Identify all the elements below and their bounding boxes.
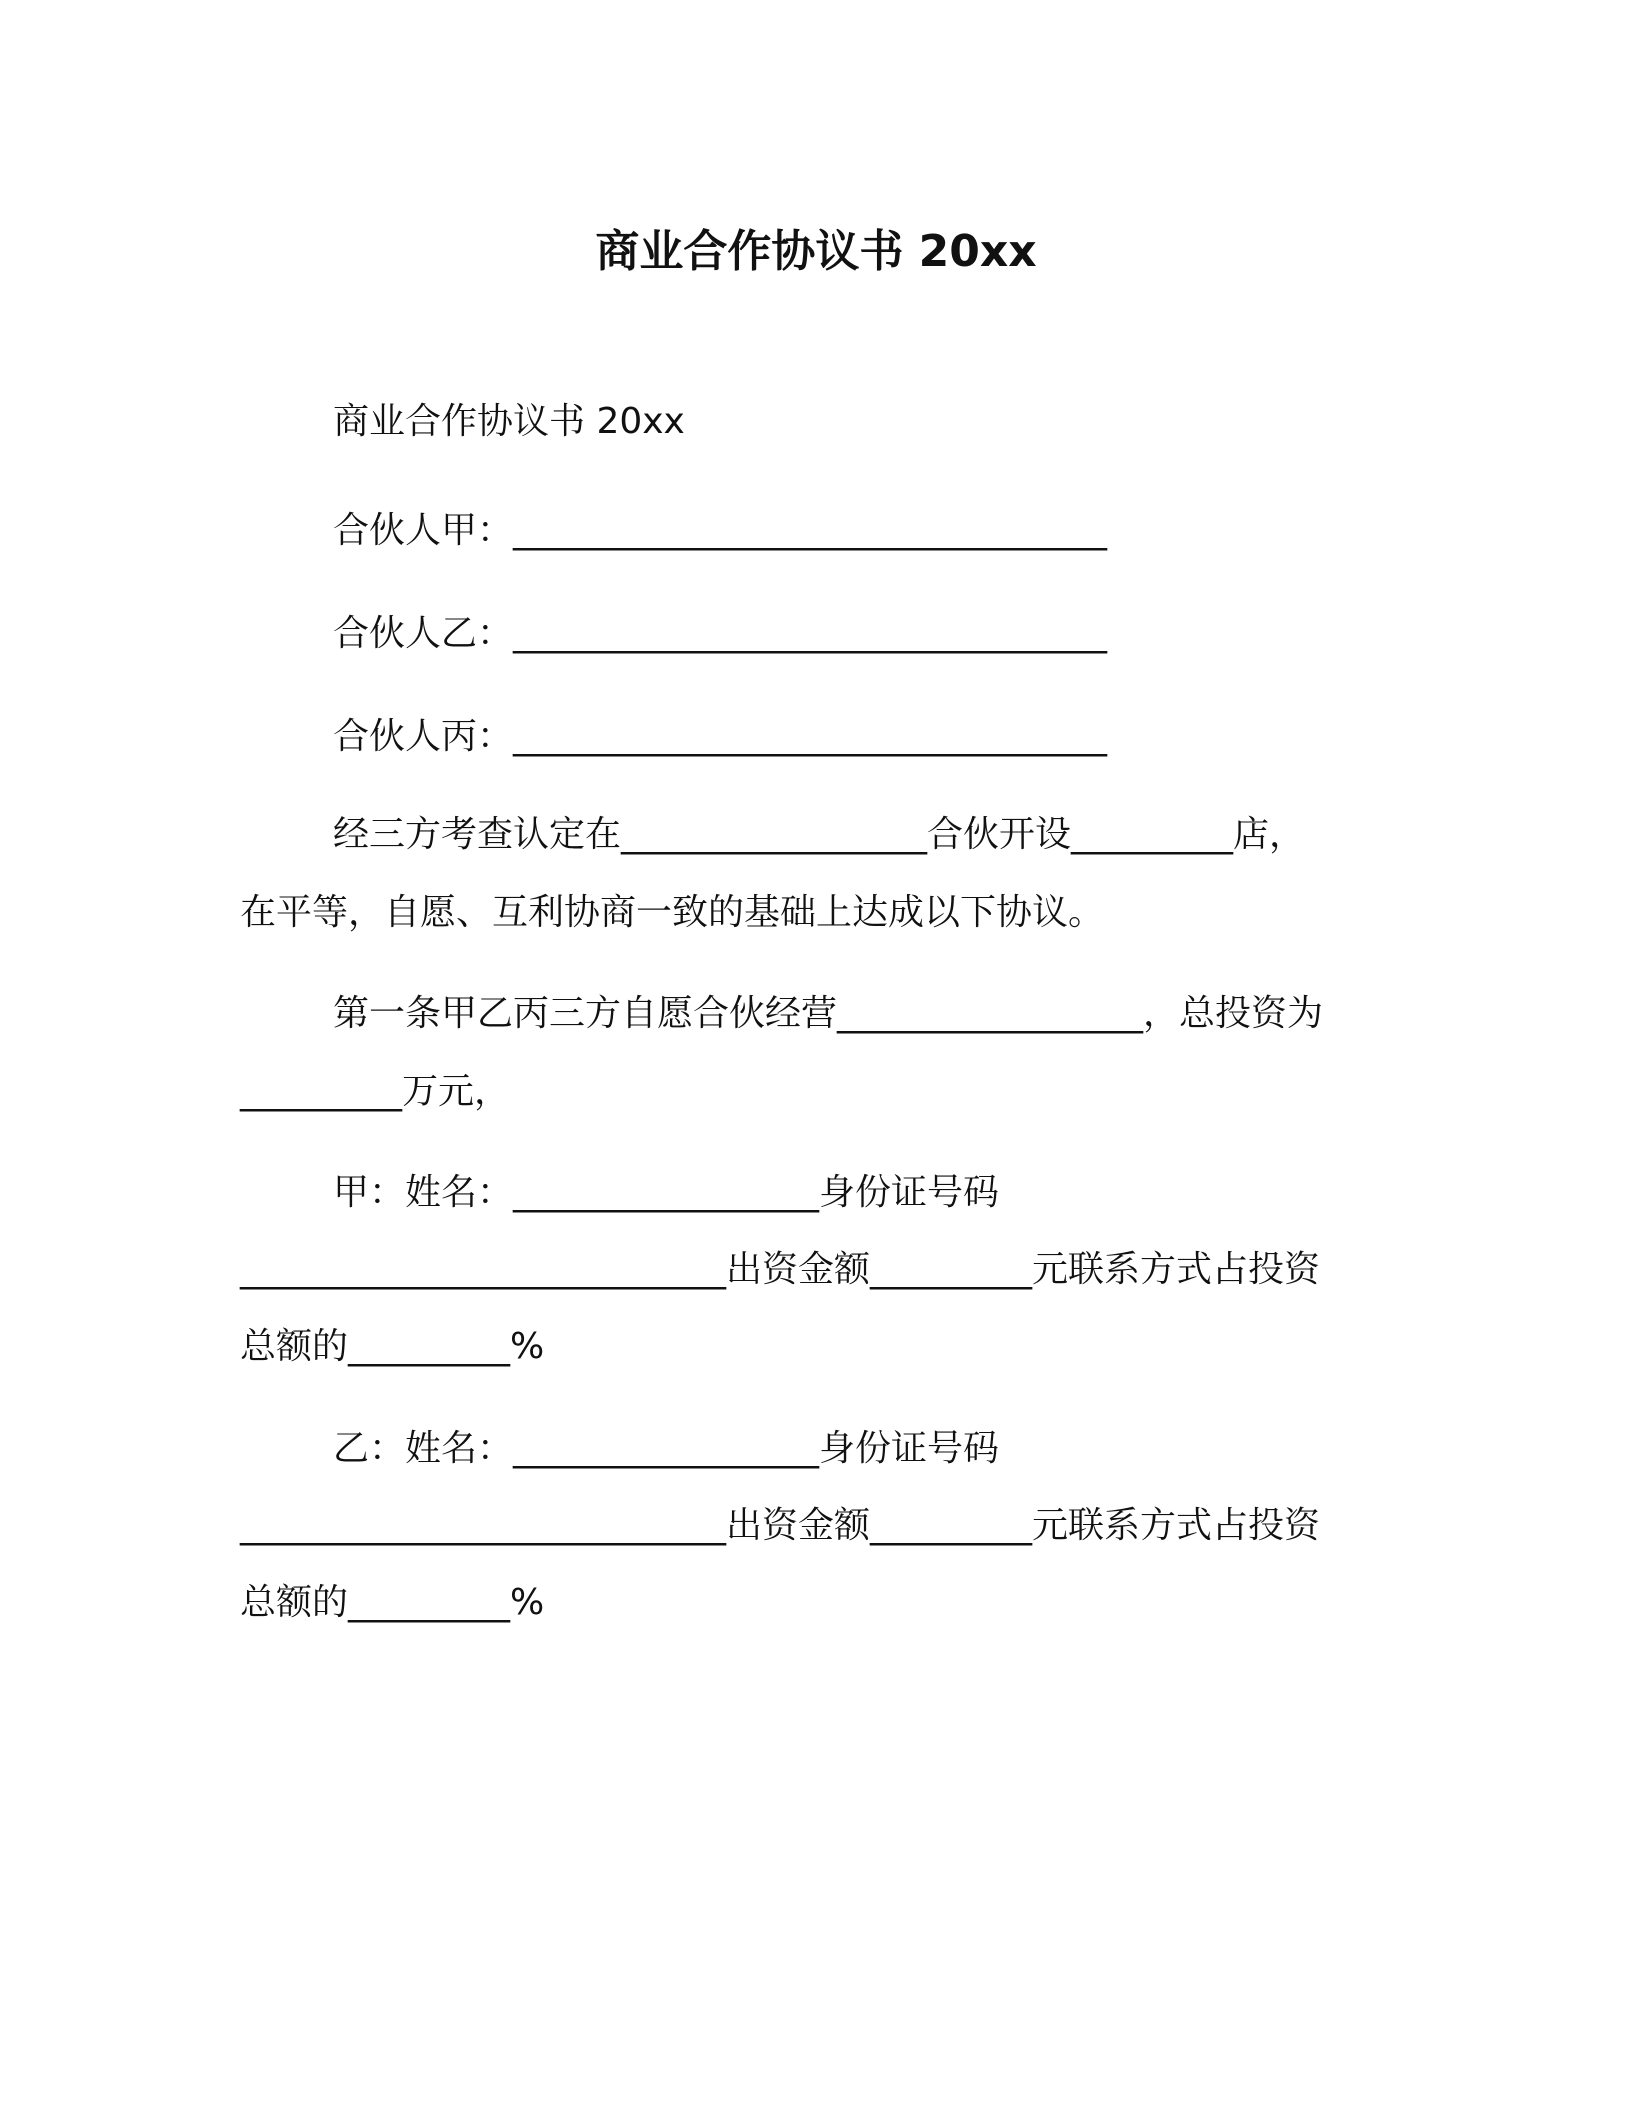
partner-b-line: 合伙人乙：_________________________________ xyxy=(333,613,1108,654)
partner-c-line: 合伙人丙：_________________________________ xyxy=(333,716,1108,757)
yi-share-line: 总额的_________% xyxy=(240,1582,545,1623)
jia-share-line: 总额的_________% xyxy=(240,1326,545,1367)
article1-line-1: 第一条甲乙丙三方自愿合伙经营_________________，总投资为 xyxy=(333,993,1324,1034)
jia-id-line: ___________________________出资金额_________元联系方式占投资 xyxy=(240,1249,1321,1290)
document-title: 商业合作协议书 20xx xyxy=(595,226,1037,277)
intro-line-2: 在平等，自愿、互利协商一致的基础上达成以下协议。 xyxy=(240,892,1105,933)
yi-id-line: ___________________________出资金额_________元联系方式占投资 xyxy=(240,1505,1321,1546)
partner-a-line: 合伙人甲：_________________________________ xyxy=(333,510,1108,551)
yi-name-line: 乙：姓名：_________________身份证号码 xyxy=(333,1428,1000,1469)
article1-line-2: _________万元， xyxy=(240,1071,511,1112)
document-subtitle: 商业合作协议书 20xx xyxy=(333,401,685,442)
jia-name-line: 甲：姓名：_________________身份证号码 xyxy=(333,1172,1000,1213)
intro-line-1: 经三方考查认定在_________________合伙开设_________店， xyxy=(333,814,1306,855)
